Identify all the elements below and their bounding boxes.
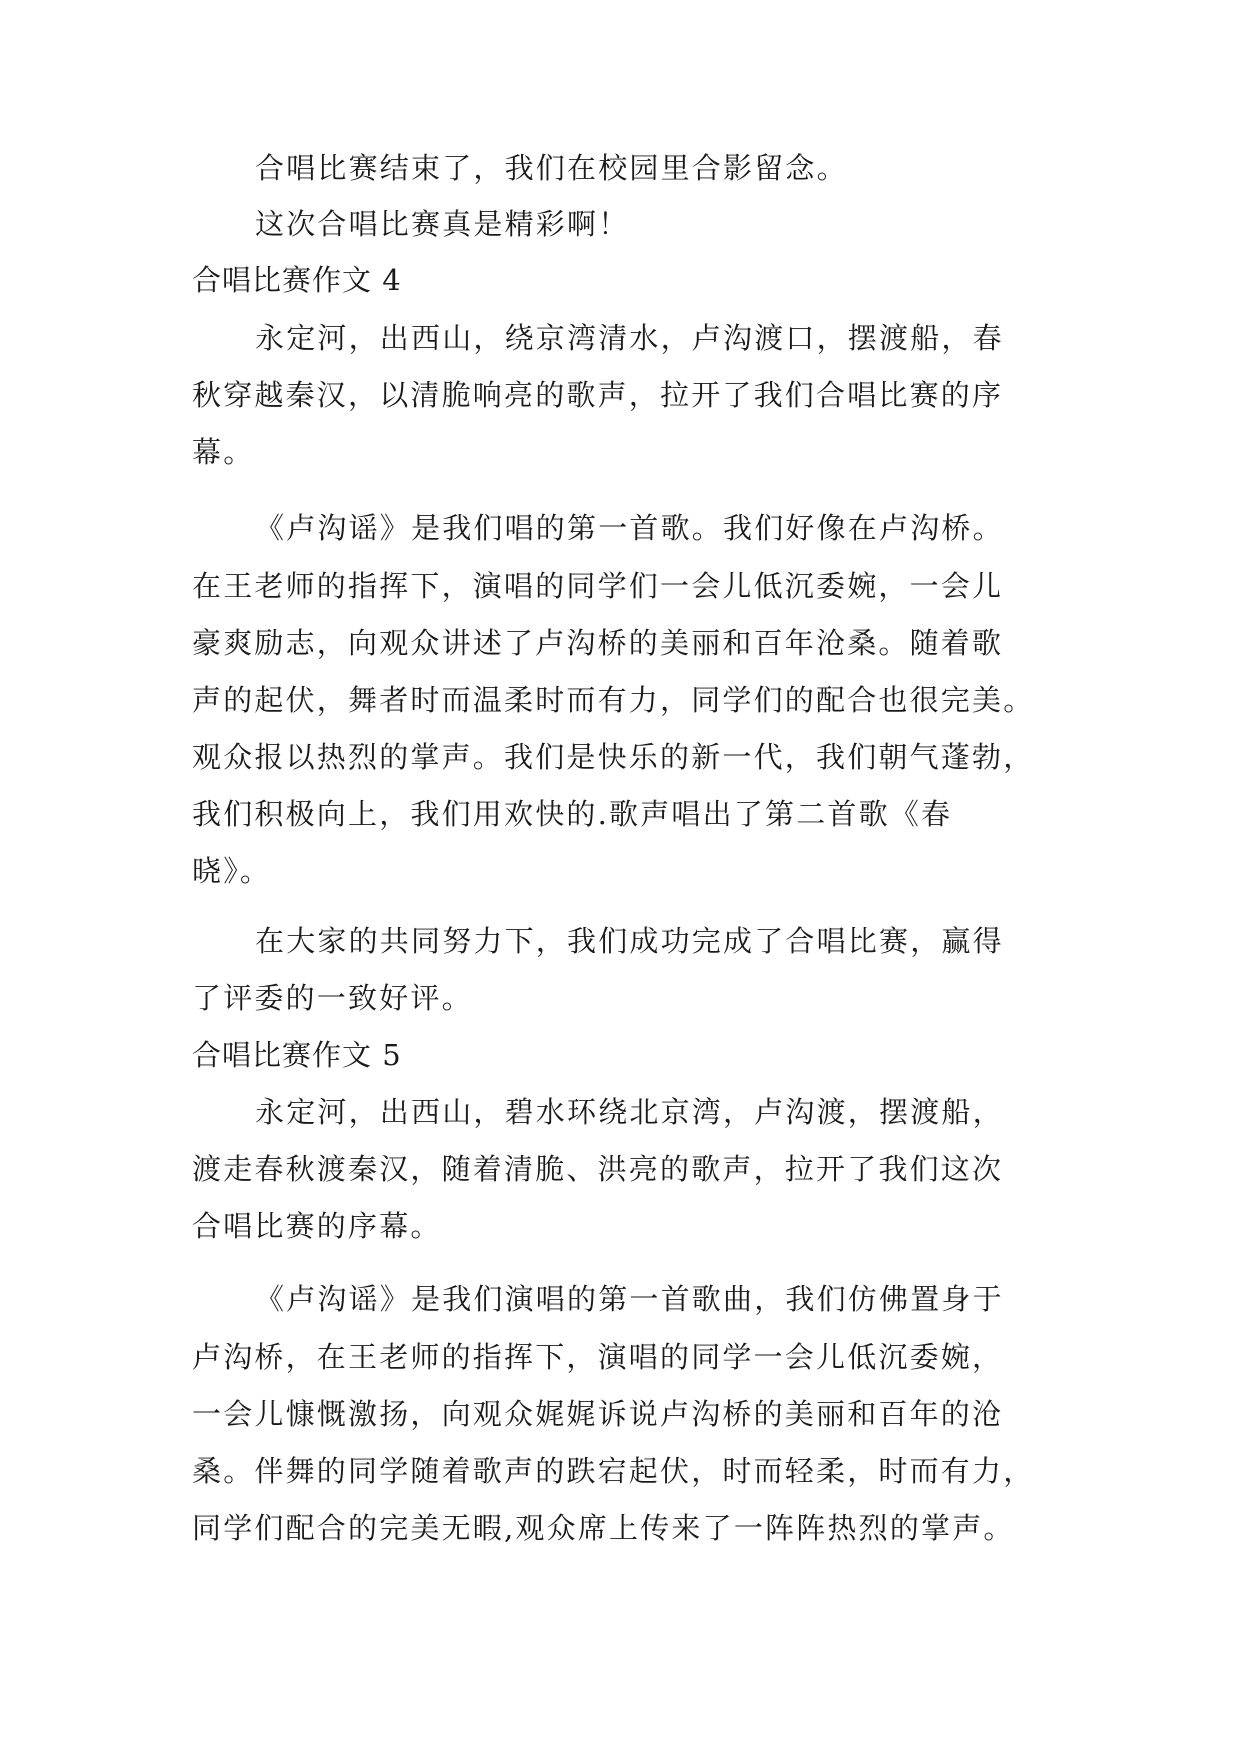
text-line: 渡走春秋渡秦汉，随着清脆、洪亮的歌声，拉开了我们这次	[192, 1152, 1004, 1186]
text-line: 在王老师的指挥下，演唱的同学们一会儿低沉委婉，一会儿	[192, 569, 1004, 603]
text-line: 这次合唱比赛真是精彩啊！	[255, 207, 630, 241]
text-line: 桑。伴舞的同学随着歌声的跌宕起伏，时而轻柔，时而有力，	[192, 1454, 1035, 1488]
text-line: 永定河，出西山，碧水环绕北京湾，卢沟渡，摆渡船，	[255, 1095, 1004, 1129]
text-line: 同学们配合的完美无暇,观众席上传来了一阵阵热烈的掌声。	[192, 1511, 1015, 1545]
section-heading: 合唱比赛作文 5	[192, 1038, 402, 1072]
text-line: 了评委的一致好评。	[192, 981, 473, 1015]
text-line: 幕。	[192, 435, 255, 469]
text-line: 卢沟桥，在王老师的指挥下，演唱的同学一会儿低沉委婉，	[192, 1340, 1004, 1374]
text-line: 我们积极向上，我们用欢快的.歌声唱出了第二首歌《春	[192, 797, 953, 831]
text-line: 永定河，出西山，绕京湾清水，卢沟渡口，摆渡船，春	[255, 321, 1004, 355]
text-line: 观众报以热烈的掌声。我们是快乐的新一代，我们朝气蓬勃，	[192, 740, 1035, 774]
text-line: 合唱比赛结束了，我们在校园里合影留念。	[255, 151, 848, 185]
text-line: 豪爽励志，向观众讲述了卢沟桥的美丽和百年沧桑。随着歌	[192, 626, 1004, 660]
text-line: 一会儿慷慨激扬，向观众娓娓诉说卢沟桥的美丽和百年的沧	[192, 1397, 1004, 1431]
text-line: 在大家的共同努力下，我们成功完成了合唱比赛，赢得	[255, 924, 1004, 958]
text-line: 秋穿越秦汉，以清脆响亮的歌声，拉开了我们合唱比赛的序	[192, 378, 1004, 412]
text-line: 声的起伏，舞者时而温柔时而有力，同学们的配合也很完美。	[192, 683, 1035, 717]
text-line: 合唱比赛的序幕。	[192, 1209, 442, 1243]
section-heading: 合唱比赛作文 4	[192, 263, 402, 297]
text-line: 《卢沟谣》是我们演唱的第一首歌曲，我们仿佛置身于	[255, 1282, 1004, 1316]
text-line: 晓》。	[192, 854, 272, 888]
text-line: 《卢沟谣》是我们唱的第一首歌。我们好像在卢沟桥。	[255, 511, 1004, 545]
